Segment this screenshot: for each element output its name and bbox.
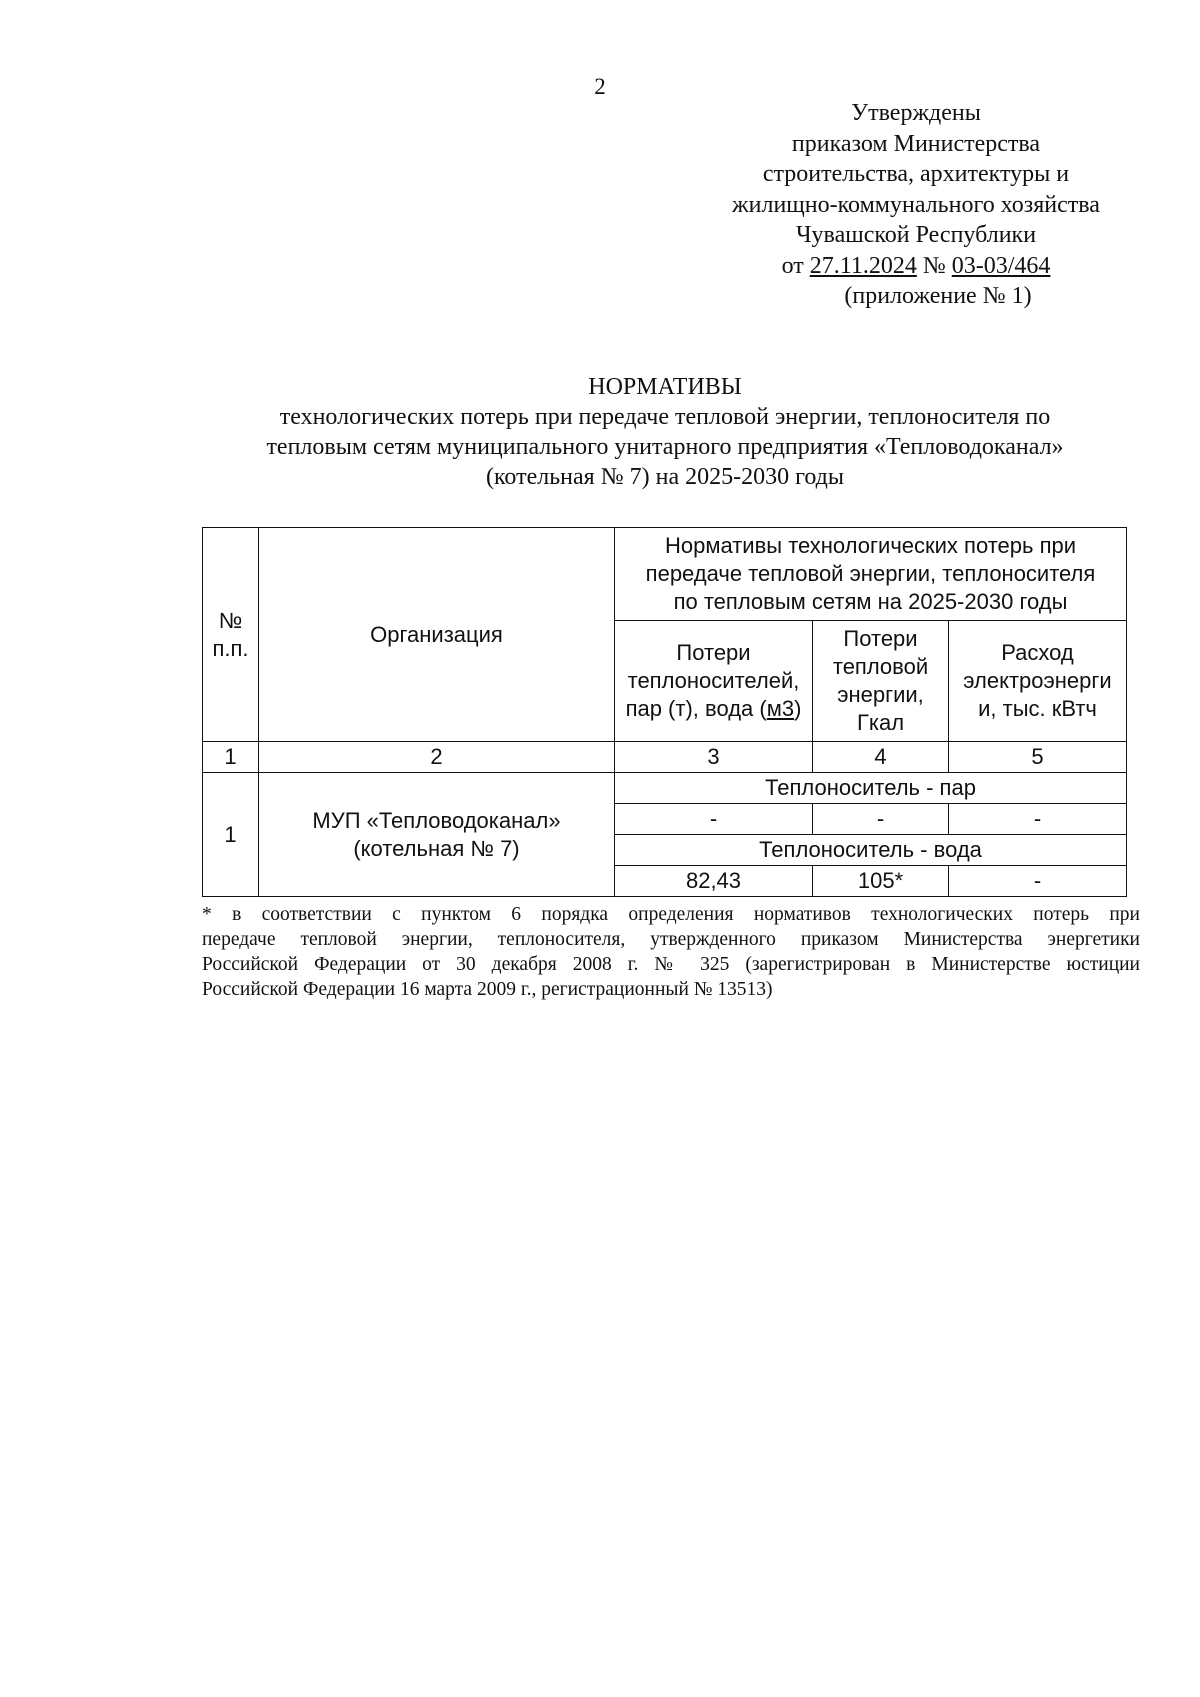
steam-value: - (813, 804, 949, 835)
footnote-line: * в соответствии с пунктом 6 порядка определения нормативов технологических потерь при (202, 904, 1140, 925)
header-organization: Организация (259, 528, 615, 742)
index-cell: 4 (813, 742, 949, 773)
approval-date: 27.11.2024 (809, 252, 917, 279)
title-line: тепловым сетям муниципального унитарного предприятия «Тепловодоканал» (266, 434, 1064, 460)
approval-number-sign: № (922, 252, 946, 279)
row-num: 1 (203, 773, 259, 897)
footnote-line: передаче тепловой энергии, теплоносителя, утвержденного приказом Министерства энергетики (202, 929, 1140, 950)
footnote (202, 902, 1140, 1002)
index-cell: 2 (259, 742, 615, 773)
approval-line: строительства, архитектуры и (762, 161, 1070, 187)
steam-label: Теплоноситель - пар (615, 773, 1127, 804)
footnote-line: Российской Федерации от 30 декабря 2008 г. № 325 (зарегистрирован в Министерстве юстиции (202, 954, 1140, 975)
index-cell: 1 (203, 742, 259, 773)
approval-line: Чувашской Республики (795, 222, 1037, 248)
water-value: 105* (813, 866, 949, 897)
index-cell: 3 (615, 742, 813, 773)
table-row (203, 773, 1127, 804)
approval-line: жилищно-коммунального хозяйства (732, 191, 1100, 218)
approval-line: Утверждены (851, 100, 981, 126)
steam-value: - (949, 804, 1127, 835)
index-cell: 5 (949, 742, 1127, 773)
approval-line: приказом Министерства (791, 130, 1041, 157)
title-heading: НОРМАТИВЫ (588, 374, 742, 400)
header-col4: Потери тепловой энергии, Гкал (813, 621, 949, 742)
header-col5: Расход электроэнерги и, тыс. кВтч (949, 621, 1127, 742)
index-row (203, 742, 1127, 773)
row-organization: МУП «Тепловодоканал» (котельная № 7) (259, 773, 615, 897)
approval-number: 03-03/464 (951, 252, 1051, 279)
approval-appendix: (приложение № 1) (844, 283, 1032, 309)
steam-value: - (615, 804, 813, 835)
approval-stamp (676, 98, 1156, 312)
header-num: № п.п. (203, 528, 259, 742)
water-label: Теплоноситель - вода (615, 835, 1127, 866)
title-line: технологических потерь при передаче тепловой энергии, теплоносителя по (279, 404, 1051, 430)
page-number: 2 (594, 74, 606, 99)
norms-table (202, 527, 1127, 897)
footnote-line: Российской Федерации 16 марта 2009 г., регистрационный № 13513) (202, 979, 773, 1000)
approval-from: от (781, 252, 804, 279)
water-value: - (949, 866, 1127, 897)
header-group: Нормативы технологических потерь при передаче тепловой энергии, теплоносителя по тепловым сетям на 2025-2030 годы (615, 528, 1127, 621)
water-value: 82,43 (615, 866, 813, 897)
title-line: (котельная № 7) на 2025-2030 годы (486, 464, 844, 490)
document-title (200, 372, 1130, 492)
header-col3: Потери теплоносителей, пар (т), вода (м3) (615, 621, 813, 742)
approval-order-line (676, 251, 1156, 282)
